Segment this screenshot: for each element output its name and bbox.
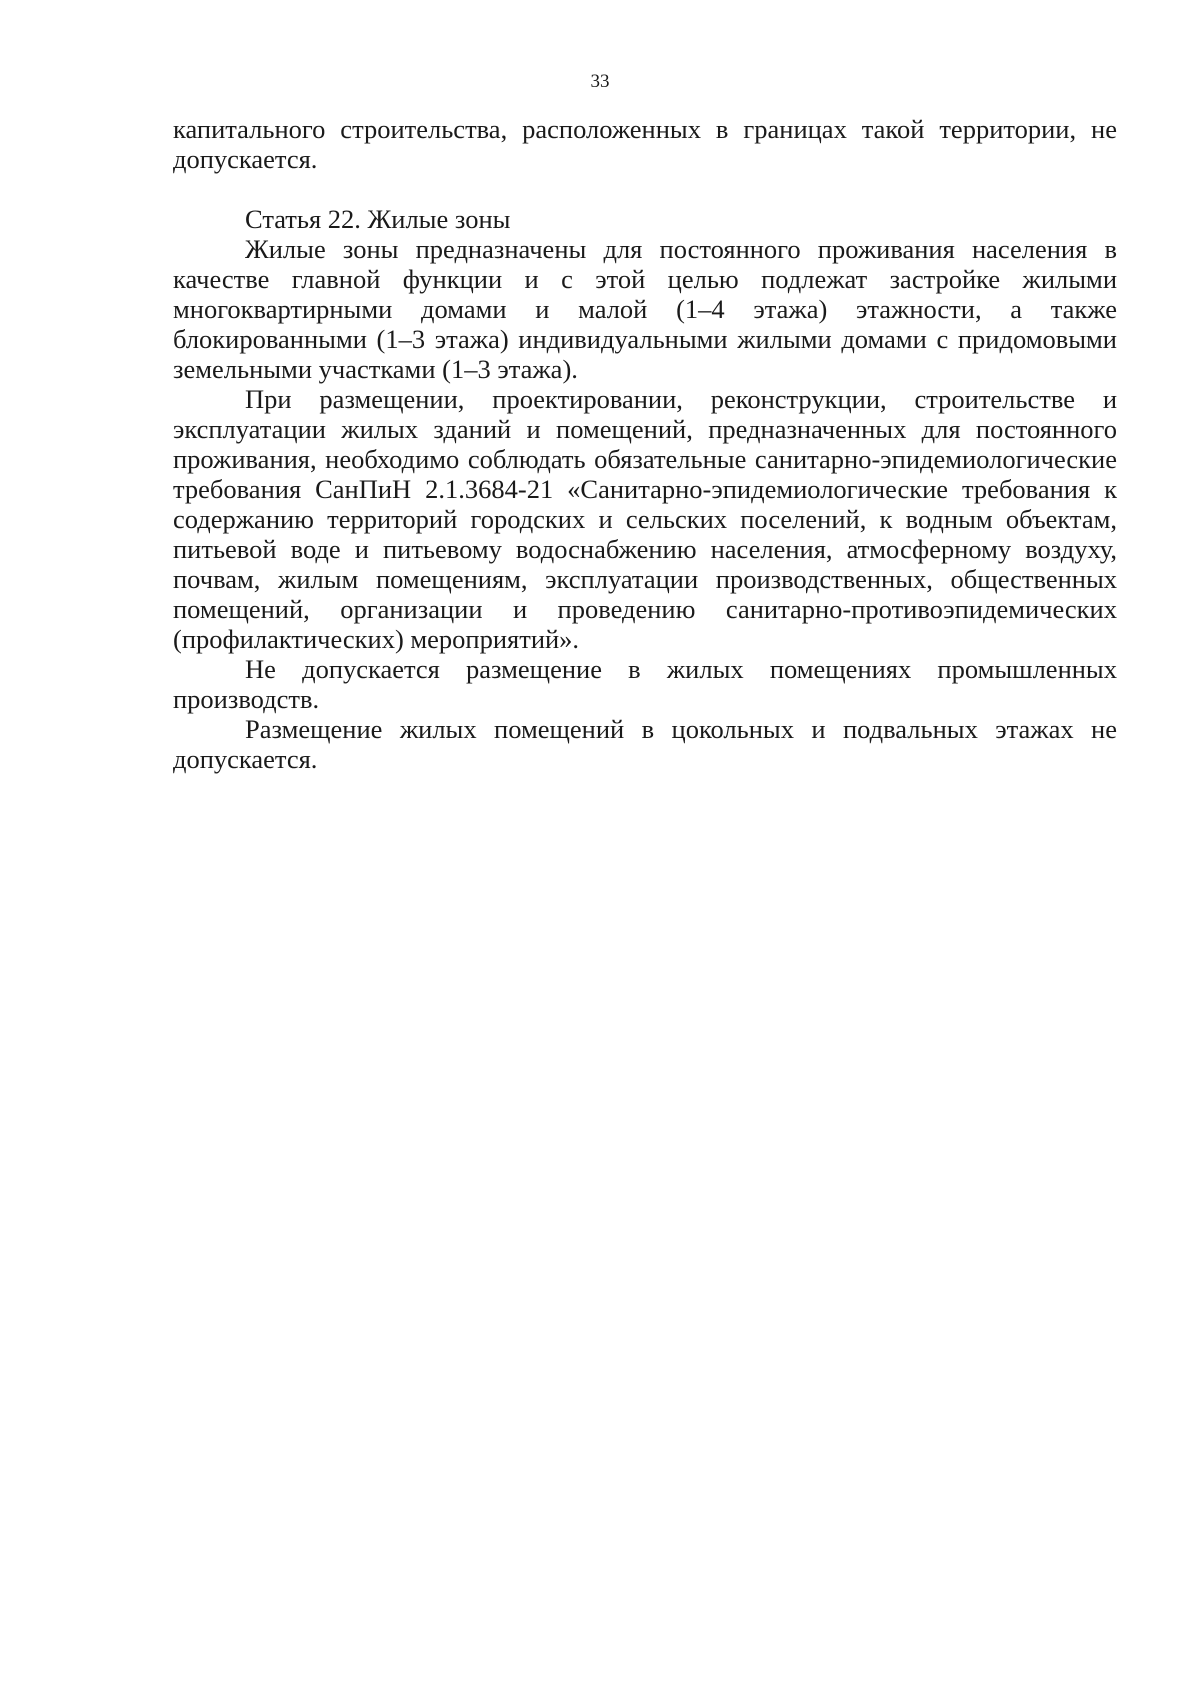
body-paragraph: Размещение жилых помещений в цокольных и подвальных этажах не допускается. [173,714,1117,774]
article-heading: Статья 22. Жилые зоны [245,204,511,234]
page-number: 33 [590,71,610,92]
body-paragraph: При размещении, проектировании, реконструкции, строительстве и эксплуатации жилых зданий и помещений, предназначенных для постоянного проживания, необходимо соблюдать обязательные санитарно-эпидемиологические требования СанПиН 2.1.3684-21 «Санитарно-эпидемиологические требования к содержанию территорий городских и сельских поселений, к водным объектам, питьевой воде и питьевому водоснабжению населения, атмосферному воздуху, почвам, жилым помещениям, эксплуатации производственных, общественных помещений, организации и проведению санитарно-противоэпидемических (профилактических) мероприятий». [173,384,1117,654]
document-body [173,114,1117,774]
body-paragraph: Жилые зоны предназначены для постоянного проживания населения в качестве главной функции и с этой целью подлежат застройке жилыми многоквартирными домами и малой (1–4 этажа) этажности, а также блокированными (1–3 этажа) индивидуальными жилыми домами с придомовыми земельными участками (1–3 этажа). [173,234,1117,384]
body-paragraph: Не допускается размещение в жилых помещениях промышленных производств. [173,654,1117,714]
continuation-paragraph: капитального строительства, расположенных в границах такой территории, не допускается. [173,114,1117,174]
